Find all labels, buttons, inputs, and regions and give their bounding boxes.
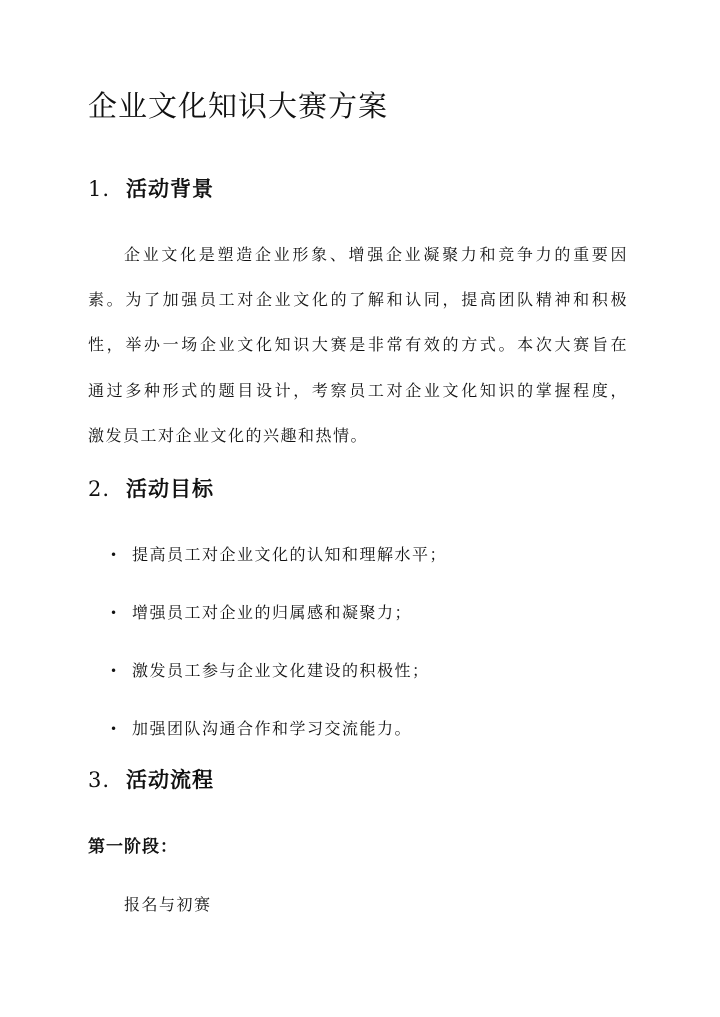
document-title: 企业文化知识大赛方案 <box>88 89 389 123</box>
section-number: 2. <box>88 477 111 501</box>
section-heading-goals <box>88 474 214 504</box>
section-title: 活动背景 <box>126 176 214 201</box>
goals-list <box>88 536 648 768</box>
list-item <box>88 536 648 594</box>
section-heading-process <box>88 765 214 795</box>
list-item <box>88 594 648 652</box>
paragraph-line: 通过多种形式的题目设计，考察员工对企业文化知识的掌握程度， <box>88 380 628 400</box>
bullet-icon: • <box>110 664 119 678</box>
goal-text: 提高员工对企业文化的认知和理解水平； <box>132 545 448 564</box>
list-item <box>88 710 648 768</box>
goal-text: 激发员工参与企业文化建设的积极性； <box>132 661 430 680</box>
paragraph-line: 企业文化是塑造企业形象、增强企业凝聚力和竞争力的重要因 <box>124 245 628 264</box>
paragraph-line: 素。为了加强员工对企业文化的了解和认同，提高团队精神和积极 <box>88 290 628 310</box>
bullet-icon: • <box>110 722 119 736</box>
bullet-icon: • <box>110 548 119 562</box>
section-heading-background <box>88 174 214 204</box>
stage-item: 报名与初赛 <box>124 895 212 914</box>
section-number: 1. <box>88 177 111 201</box>
goal-text: 加强团队沟通合作和学习交流能力。 <box>132 719 413 738</box>
list-item <box>88 652 648 710</box>
background-paragraph <box>88 232 628 458</box>
paragraph-line: 性，举办一场企业文化知识大赛是非常有效的方式。本次大赛旨在 <box>88 335 628 355</box>
section-title: 活动流程 <box>126 767 214 792</box>
section-number: 3. <box>88 768 111 792</box>
goal-text: 增强员工对企业的归属感和凝聚力； <box>132 603 413 622</box>
section-title: 活动目标 <box>126 476 214 501</box>
bullet-icon: • <box>110 606 119 620</box>
paragraph-line: 激发员工对企业文化的兴趣和热情。 <box>88 425 369 445</box>
stage-heading: 第一阶段： <box>88 837 178 857</box>
